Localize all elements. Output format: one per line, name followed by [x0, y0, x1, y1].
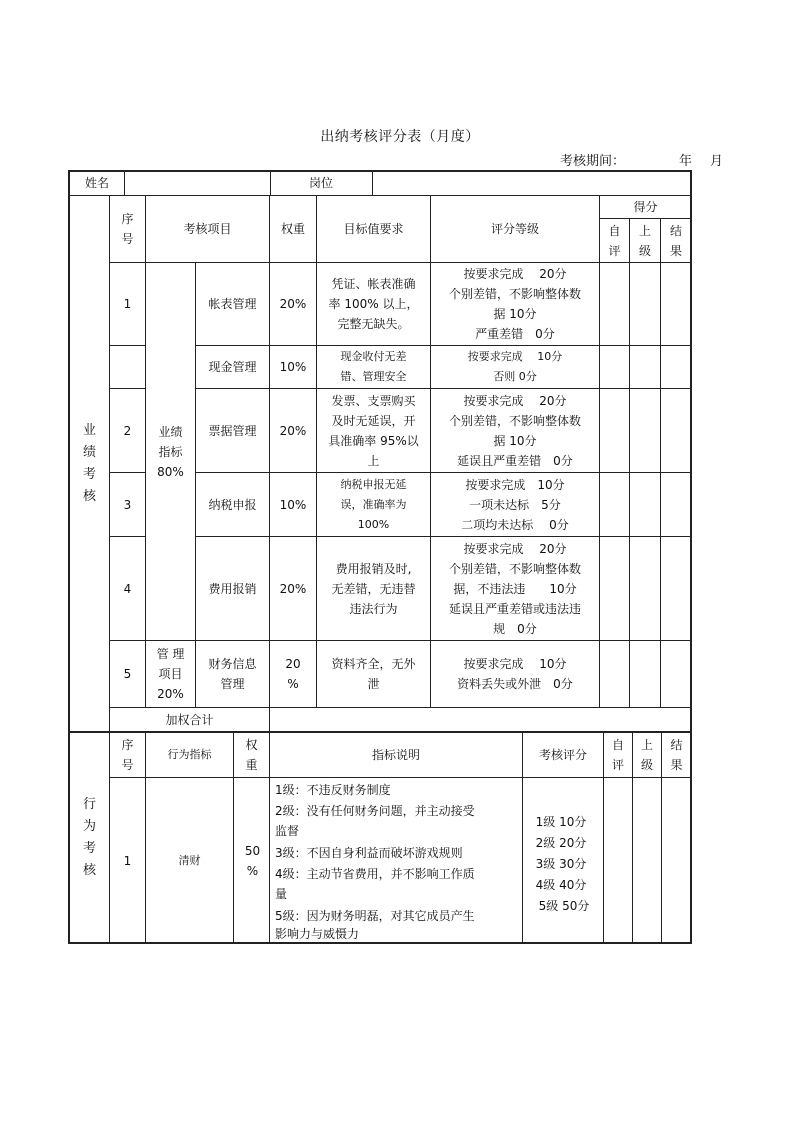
period-label: 考核期间：: [560, 154, 626, 169]
perf-row-target: 凭证、帐表准确 率 100% 以上， 完整无缺失。: [328, 277, 419, 331]
weighted-total-value[interactable]: [270, 708, 691, 731]
desc-level-2: 2级：没有任何财务问题，并主动接受 监督: [275, 804, 475, 838]
perf-row-weight: 20%: [279, 297, 307, 311]
year-label: 年: [679, 154, 693, 169]
perf-row-grade: 按要求完成 10分 一项未达标 5分 二项均未达标 0分: [461, 477, 569, 532]
perf-row-no: 5: [123, 667, 132, 681]
behavior-header-desc: 指标说明: [371, 748, 420, 762]
desc-level-4: 4级：主动节省费用，并不影响工作质 量: [275, 867, 475, 901]
perf-row-name: 费用报销: [208, 581, 257, 596]
perf-row-no: 3: [123, 497, 132, 512]
desc-level-1: 1级：不违反财务制度: [275, 783, 391, 797]
perf-row-name: 财务信息 管理: [208, 657, 257, 691]
score-level-2: 2级 20分: [535, 835, 587, 850]
perf-row-target: 发票、支票购买 及时无延误，开 具准确率 95%以 上: [328, 393, 419, 468]
behavior-row-weight: 50 %: [244, 843, 261, 878]
perf-row-name: 纳税申报: [208, 497, 257, 512]
perf-row-grade: 按要求完成 20分 个别差错，不影响整体数 据，不违法违 10分 延误且严重差错或违法违 规 0分: [448, 541, 581, 636]
perf-row-grade: 按要求完成 20分 个别差错，不影响整体数 据 10分 延误且严重差错 0分: [448, 393, 581, 468]
post-label: 岗位: [308, 176, 333, 190]
perf-row-name: 现金管理: [208, 360, 257, 374]
perf-row-grade: 按要求完成 10分 资料丢失或外泄 0分: [457, 657, 573, 691]
category-kpi: 业绩 指标 80%: [157, 424, 184, 479]
perf-header-weight: 权重: [280, 222, 305, 236]
perf-header-grade: 评分等级: [490, 222, 539, 236]
perf-row-target: 现金收付无差 错、管理安全: [340, 350, 407, 383]
behavior-row-indicator: 清财: [178, 853, 201, 867]
behavior-row-no: 1: [123, 853, 132, 868]
category-mgmt: 管 理 项目 20%: [156, 647, 185, 701]
perf-section-label: 业 绩 考 核: [82, 422, 96, 504]
behavior-section-label: 行 为 考 核: [82, 797, 96, 878]
perf-row-name: 帐表管理: [208, 297, 257, 311]
desc-level-3: 3级：不因自身利益而破坏游戏规则: [275, 846, 463, 860]
perf-row-weight: 10%: [279, 497, 307, 512]
perf-row-target: 费用报销及时, 无差错，无违替 违法行为: [331, 561, 416, 616]
desc-level-5: 5级：因为财务明磊，对其它成员产生 影响力与威慑力: [275, 908, 475, 941]
weighted-total-label: 加权合计: [165, 712, 214, 727]
perf-row-no: [110, 346, 145, 388]
score-level-1: 1级 10分: [535, 814, 587, 829]
perf-header-result: 结 果: [669, 223, 682, 258]
perf-row-name: 票据管理: [208, 423, 257, 438]
perf-row-no: 2: [123, 423, 132, 438]
perf-header-no: 序 号: [121, 212, 134, 246]
post-field[interactable]: [374, 171, 690, 195]
behavior-header-no: 序 号: [121, 738, 134, 772]
perf-row-target: 资料齐全，无外 泄: [331, 657, 416, 691]
perf-header-item: 考核项目: [183, 222, 232, 236]
behavior-header-superior: 上 级: [640, 738, 653, 772]
score-level-4: 4级 40分: [535, 877, 587, 892]
behavior-header-indicator: 行为指标: [167, 748, 212, 761]
perf-row-weight: 20%: [279, 423, 307, 438]
perf-header-score: 得分: [633, 200, 658, 214]
score-level-5: 5级 50分: [538, 898, 590, 913]
perf-row-no: 1: [123, 297, 132, 311]
perf-header-self: 自 评: [608, 223, 621, 258]
perf-row-grade: 按要求完成 10分 否则 0分: [467, 350, 563, 383]
perf-header-superior: 上 级: [638, 223, 651, 258]
behavior-header-self: 自 评: [611, 738, 624, 772]
behavior-header-weight: 权 重: [245, 738, 258, 772]
name-label: 姓名: [84, 176, 109, 190]
perf-header-target: 目标值要求: [343, 222, 404, 236]
month-label: 月: [710, 154, 724, 169]
perf-row-weight: 20%: [279, 581, 307, 596]
behavior-header-result: 结 果: [670, 738, 683, 772]
name-field[interactable]: [126, 171, 269, 195]
behavior-header-score: 考核评分: [538, 748, 587, 762]
perf-row-no: 4: [123, 581, 132, 596]
perf-row-weight: 10%: [279, 360, 307, 374]
perf-row-target: 纳税申报无延 误，准确率为 100%: [340, 477, 407, 531]
document-title: 出纳考核评分表（月度）: [320, 129, 480, 145]
perf-row-weight: 20 %: [285, 657, 301, 691]
score-level-3: 3级 30分: [535, 856, 587, 871]
perf-row-grade: 按要求完成 20分 个别差错，不影响整体数 据 10分 严重差错 0分: [448, 267, 581, 341]
